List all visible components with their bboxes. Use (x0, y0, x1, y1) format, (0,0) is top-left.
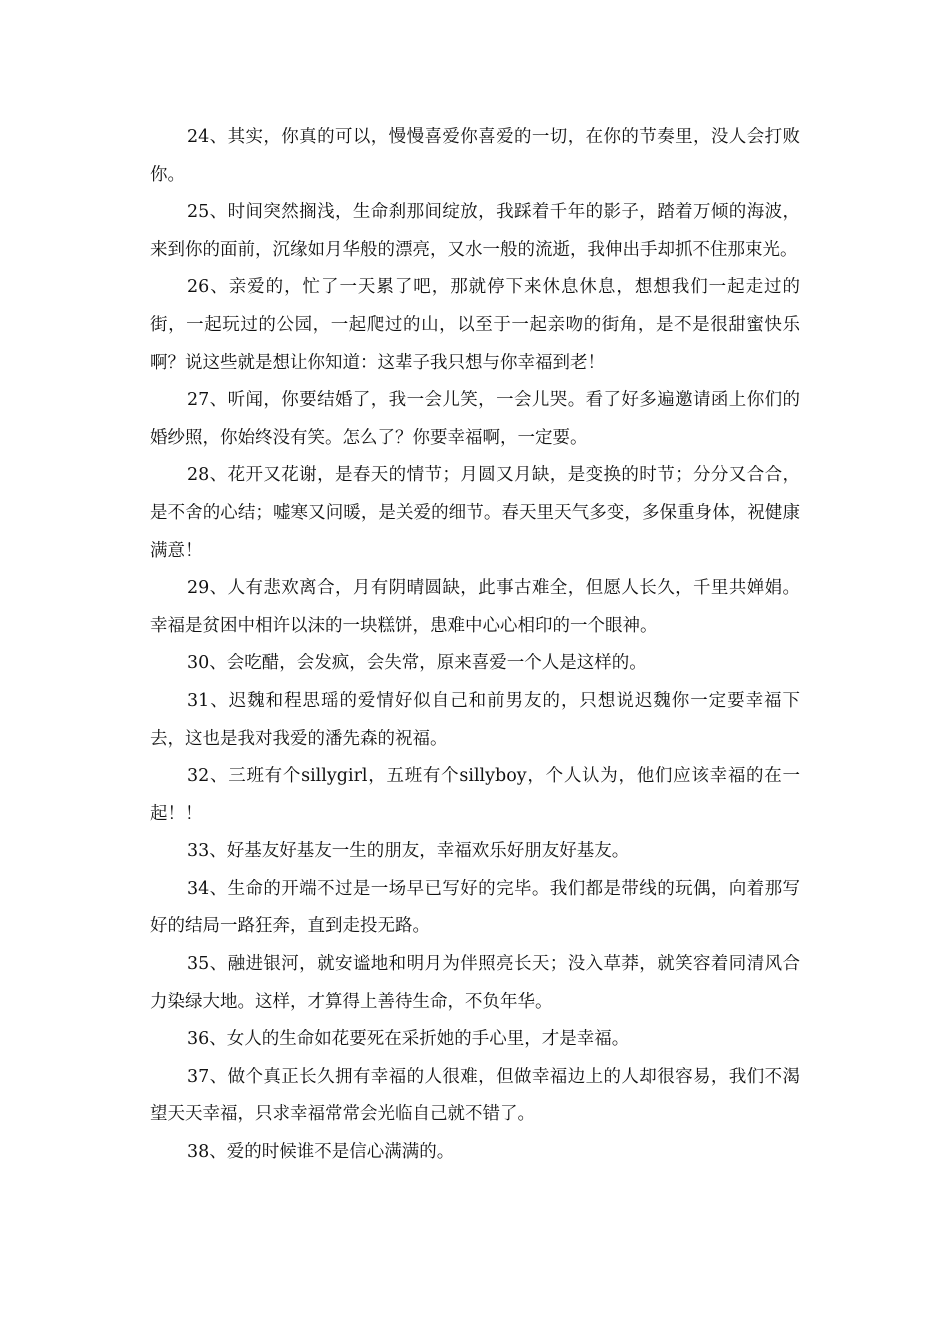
paragraph-32: 32、三班有个sillygirl，五班有个sillyboy，个人认为，他们应该幸福的在一起！！ (150, 766, 800, 824)
paragraph-35: 35、融进银河，就安谧地和明月为伴照亮长天；没入草莽，就笑容着同清风合力染绿大地。这样，才算得上善待生命，不负年华。 (150, 954, 800, 1012)
paragraph-28: 28、花开又花谢，是春天的情节；月圆又月缺，是变换的时节；分分又合合，是不舍的心结；嘘寒又问暖，是关爱的细节。春天里天气多变，多保重身体，祝健康满意！ (150, 465, 800, 561)
paragraph-29: 29、人有悲欢离合，月有阴晴圆缺，此事古难全，但愿人长久，千里共婵娟。幸福是贫困中相许以沫的一块糕饼，患难中心心相印的一个眼神。 (150, 578, 800, 636)
paragraph-34: 34、生命的开端不过是一场早已写好的完毕。我们都是带线的玩偶，向着那写好的结局一路狂奔，直到走投无路。 (150, 878, 800, 937)
paragraph-38: 38、爱的时候谁不是信心满满的。 (187, 1142, 455, 1163)
paragraph-30: 30、会吃醋，会发疯，会失常，原来喜爱一个人是这样的。 (187, 653, 647, 674)
paragraph-27: 27、听闻，你要结婚了，我一会儿笑，一会儿哭。看了好多遍邀请函上你们的婚纱照，你始终没有笑。怎么了？你要幸福啊，一定要。 (150, 390, 800, 448)
paragraph-24: 24、其实，你真的可以，慢慢喜爱你喜爱的一切，在你的节奏里，没人会打败你。 (150, 127, 800, 185)
document-body (150, 119, 800, 1172)
paragraph-37: 37、做个真正长久拥有幸福的人很难，但做幸福边上的人却很容易，我们不渴望天天幸福，只求幸福常常会光临自己就不错了。 (150, 1066, 800, 1125)
paragraph-36: 36、女人的生命如花要死在采折她的手心里，才是幸福。 (187, 1029, 630, 1050)
paragraph-33: 33、好基友好基友一生的朋友，幸福欢乐好朋友好基友。 (187, 841, 630, 862)
paragraph-31: 31、迟魏和程思瑶的爱情好似自己和前男友的，只想说迟魏你一定要幸福下去，这也是我对我爱的潘先森的祝福。 (150, 690, 800, 749)
paragraph-26: 26、亲爱的，忙了一天累了吧，那就停下来休息休息，想想我们一起走过的街，一起玩过的公园，一起爬过的山，以至于一起亲吻的街角，是不是很甜蜜快乐啊？说这些就是想让你知道：这辈子我只想与你幸福到老！ (150, 277, 800, 373)
paragraph-25: 25、时间突然搁浅，生命刹那间绽放，我踩着千年的影子，踏着万倾的海波，来到你的面前，沉缘如月华般的漂亮，又水一般的流逝，我伸出手却抓不住那束光。 (150, 202, 800, 260)
